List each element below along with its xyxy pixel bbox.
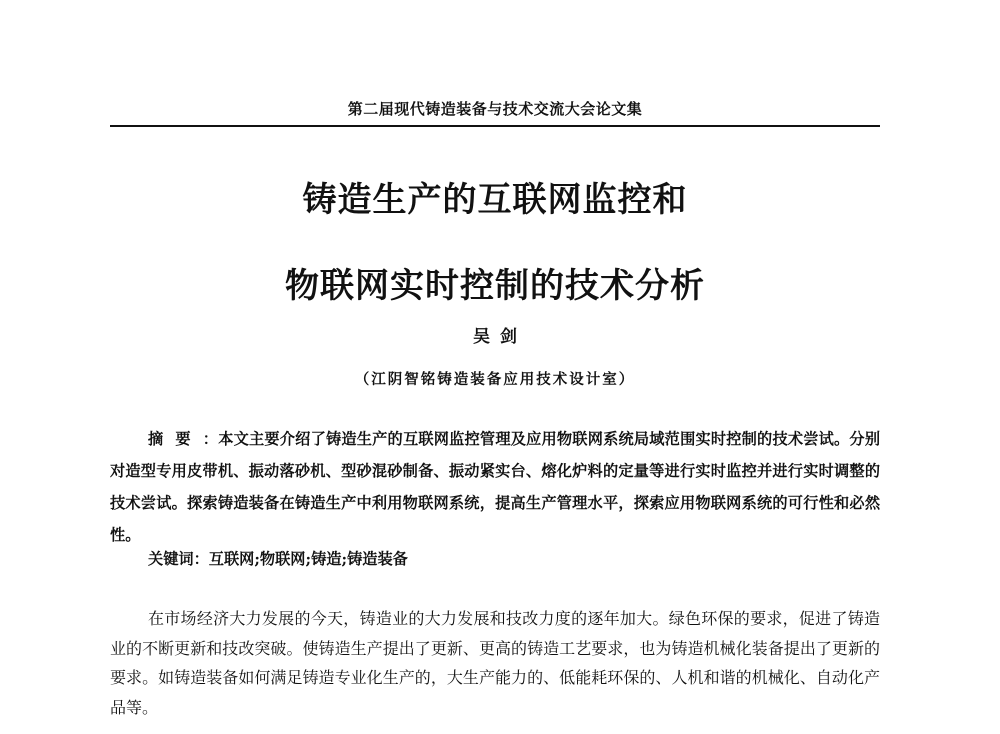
author-affiliation: （江阴智铭铸造装备应用技术设计室） <box>354 371 636 388</box>
abstract <box>110 423 880 551</box>
keywords <box>148 543 880 575</box>
abstract-label: 摘要 <box>148 430 203 448</box>
running-header: 第二届现代铸造装备与技术交流大会论文集 <box>347 100 643 118</box>
keywords-text: 互联网;物联网;铸造;铸造装备 <box>208 550 408 568</box>
paper-title-line-1: 铸造生产的互联网监控和 <box>302 180 688 220</box>
paper-title-line-2: 物联网实时控制的技术分析 <box>285 266 705 306</box>
abstract-text: 本文主要介绍了铸造生产的互联网监控管理及应用物联网系统局域范围实时控制的技术尝试。分别对造型专用皮带机、振动落砂机、型砂混砂制备、振动紧实台、熔化炉料的定量等进行实时监控并进行实时调整的技术尝试。探索铸造装备在铸造生产中利用物联网系统，提高生产管理水平，探索应用物联网系统的可行性和必然性。 <box>110 430 881 544</box>
author-name: 吴剑 <box>473 327 527 347</box>
header-rule <box>110 125 880 127</box>
body-paragraph-1: 在市场经济大力发展的今天，铸造业的大力发展和技改力度的逐年加大。绿色环保的要求，促进了铸造业的不断更新和技改突破。使铸造生产提出了更新、更高的铸造工艺要求，也为铸造机械化装备提出了更新的要求。如铸造装备如何满足铸造专业化生产的，大生产能力的、低能耗环保的、人机和谐的机械化、自动化产品等。 <box>110 609 880 717</box>
keywords-label: 关键词： <box>148 550 209 568</box>
abstract-colon: ： <box>202 430 219 448</box>
